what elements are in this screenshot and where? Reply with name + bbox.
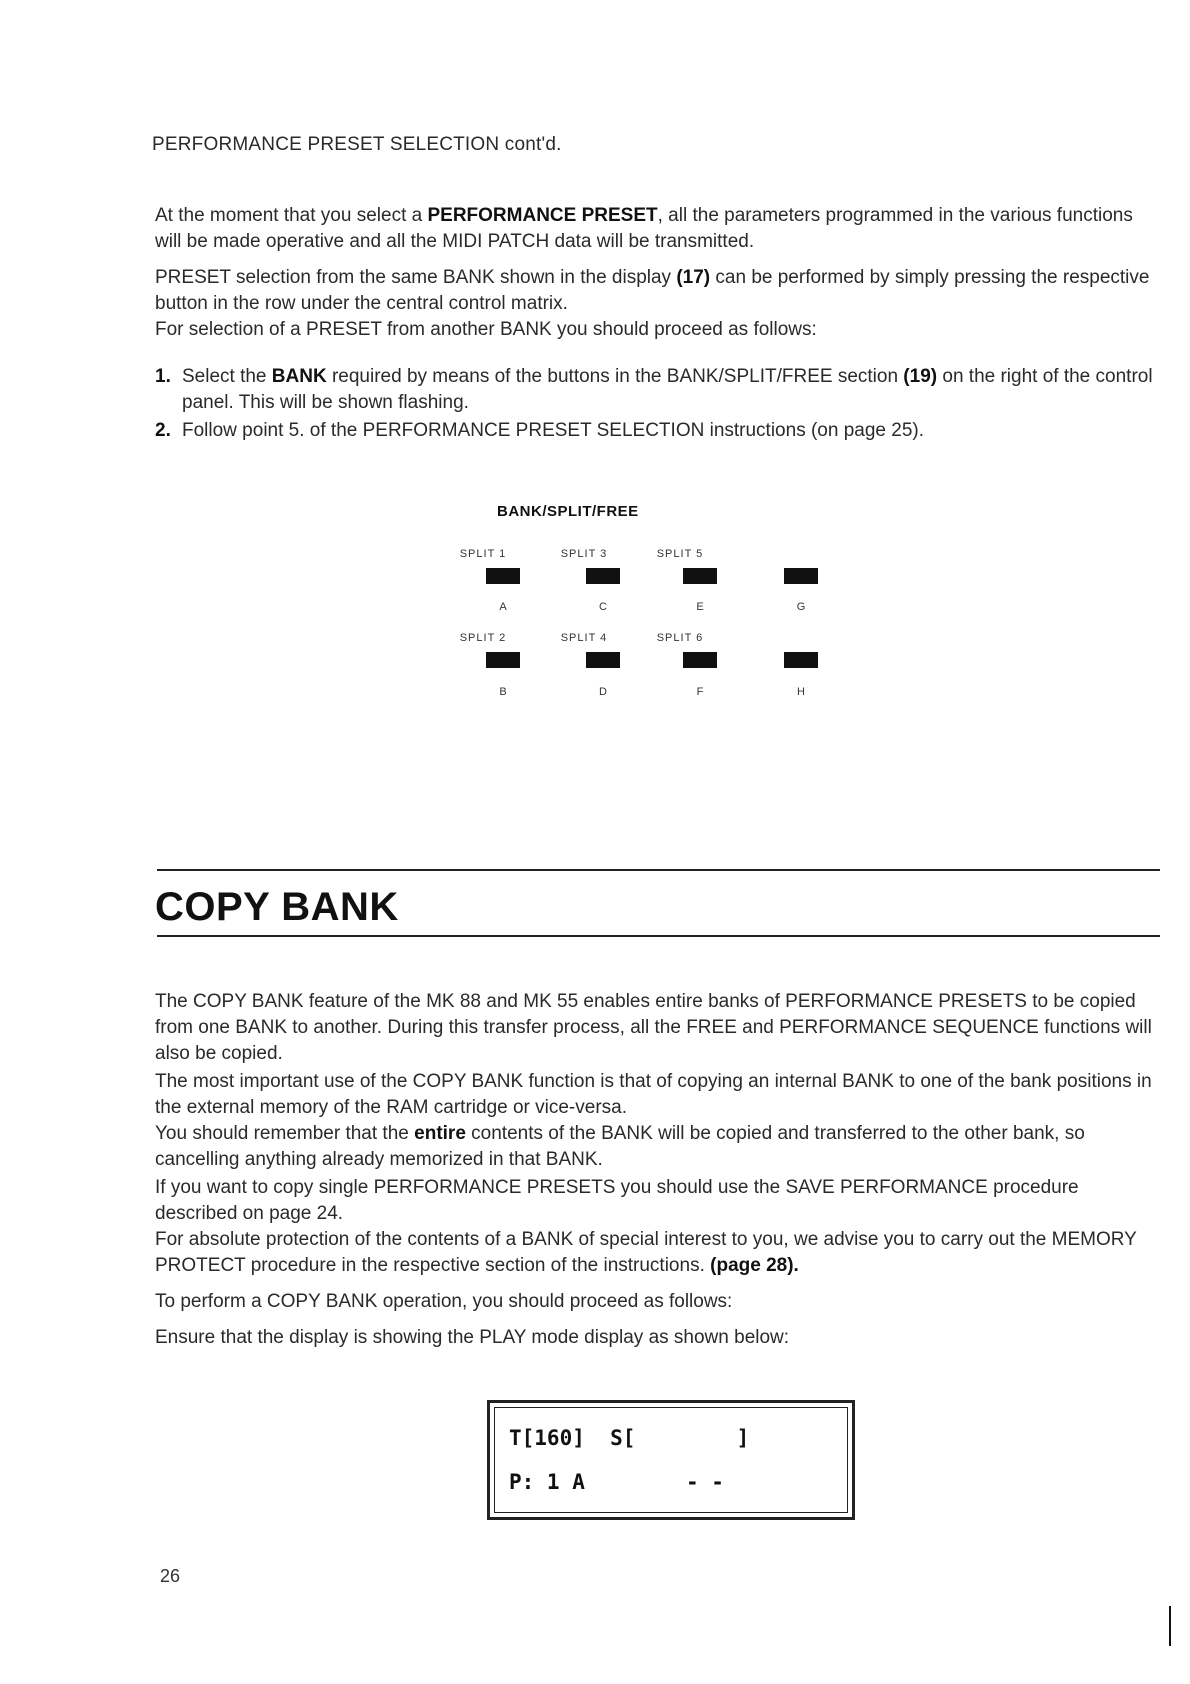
page-number: 26 (160, 1566, 181, 1586)
step-2-number: 2. (155, 420, 171, 441)
intro-p1-bold: PERFORMANCE PRESET (427, 205, 658, 226)
copy-bank-p5-text-a: For absolute protection of the contents of a BANK of special interest to you, we advise you to carry out the MEMORY PROTECT procedure in the respective section of the instructions. (155, 1229, 1137, 1276)
step-1-text-c: required by means of the buttons in the BANK/SPLIT/FREE section (326, 366, 904, 387)
copy-bank-paragraph-2: The most important use of the COPY BANK function is that of copying an internal BANK to one of the bank positions in the external memory of the RAM cartridge or vice-versa. (155, 1071, 1152, 1118)
step-1-bold-bank: BANK (271, 366, 327, 387)
bank-button-b (486, 652, 520, 668)
step-1-number: 1. (155, 366, 171, 387)
copy-bank-paragraph-4: If you want to copy single PERFORMANCE PRESETS you should use the SAVE PERFORMANCE procedure described on page 24. (155, 1177, 1079, 1224)
split-1-label: SPLIT 1 (459, 548, 507, 560)
split-5-label: SPLIT 5 (656, 548, 704, 560)
page-heading: PERFORMANCE PRESET SELECTION cont'd. (152, 134, 562, 155)
bank-letter-a: A (499, 601, 507, 613)
step-1-text-e: on the right of the control panel. This will be shown flashing. (182, 366, 1153, 413)
step-2-text: Follow point 5. of the PERFORMANCE PRESET SELECTION instructions (on page 25). (182, 420, 924, 441)
bank-button-g (784, 568, 818, 584)
bank-button-d (586, 652, 620, 668)
bank-letter-b: B (499, 686, 507, 698)
panel-title: BANK/SPLIT/FREE (497, 503, 639, 520)
edge-mark (1169, 1606, 1171, 1646)
intro-p2-text-a: PRESET selection from the same BANK shown in the display (155, 267, 677, 288)
copy-bank-paragraph-3 (155, 1121, 1160, 1173)
section-rule-top (157, 869, 1160, 871)
lcd-line-1: T[160] S[ ] (509, 1426, 750, 1450)
step-2 (155, 418, 1160, 444)
bank-letter-f: F (696, 686, 704, 698)
copy-bank-paragraph-1: The COPY BANK feature of the MK 88 and MK 55 enables entire banks of PERFORMANCE PRESETS to be copied from one BANK to another. During this transfer process, all the FREE and PERFORMANCE SEQUENCE functions will also be copied. (155, 991, 1152, 1064)
bank-button-a (486, 568, 520, 584)
bank-letter-c: C (599, 601, 607, 613)
split-3-label: SPLIT 3 (560, 548, 608, 560)
intro-p2-text-c: can be performed by simply pressing the respective button in the row under the central control matrix. (155, 267, 1150, 314)
intro-p1-text-c: , all the parameters programmed in the various functions will be made operative and all the MIDI PATCH data will be transmitted. (155, 205, 1133, 252)
copy-bank-p5-bold: (page 28). (710, 1255, 799, 1276)
split-4-label: SPLIT 4 (560, 632, 608, 644)
section-rule-bottom (157, 935, 1160, 937)
intro-p2-bold: (17) (676, 267, 711, 288)
bank-letter-d: D (599, 686, 607, 698)
intro-paragraph-2 (155, 265, 1160, 317)
intro-p1-text-a: At the moment that you select a (155, 205, 428, 226)
copy-bank-p3-text-c: contents of the BANK will be copied and transferred to the other bank, so cancelling anything already memorized in that BANK. (155, 1123, 1085, 1170)
step-1-text-a: Select the (182, 366, 272, 387)
section-title: COPY BANK (155, 885, 399, 929)
copy-bank-paragraph-6: To perform a COPY BANK operation, you should proceed as follows: (155, 1291, 733, 1312)
copy-bank-paragraph-5 (155, 1227, 1160, 1279)
step-1-bold-ref: (19) (903, 366, 938, 387)
bank-letter-e: E (696, 601, 704, 613)
split-2-label: SPLIT 2 (459, 632, 507, 644)
copy-bank-p3-text-a: You should remember that the (155, 1123, 415, 1144)
step-1 (155, 364, 1160, 416)
bank-letter-g: G (796, 601, 806, 613)
intro-paragraph-3: For selection of a PRESET from another BANK you should proceed as follows: (155, 319, 817, 340)
bank-button-c (586, 568, 620, 584)
split-6-label: SPLIT 6 (656, 632, 704, 644)
lcd-line-2: P: 1 A - - (509, 1470, 724, 1494)
lcd-display-inner (494, 1407, 848, 1513)
intro-paragraph-1 (155, 203, 1160, 255)
bank-button-f (683, 652, 717, 668)
bank-button-h (784, 652, 818, 668)
bank-letter-h: H (797, 686, 805, 698)
lcd-display (487, 1400, 855, 1520)
copy-bank-p3-bold: entire (414, 1123, 466, 1144)
copy-bank-paragraph-7: Ensure that the display is showing the PLAY mode display as shown below: (155, 1327, 790, 1348)
bank-button-e (683, 568, 717, 584)
